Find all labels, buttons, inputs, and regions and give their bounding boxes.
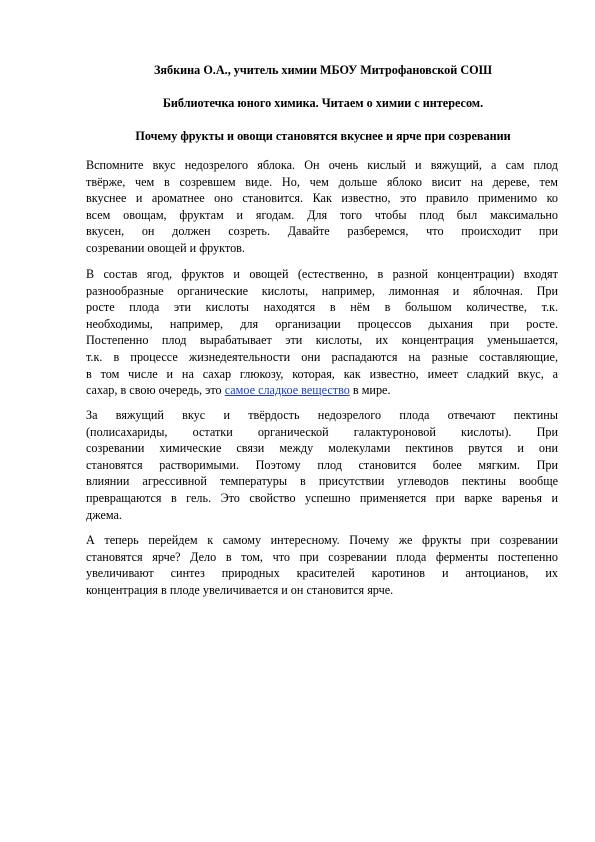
- article-title: Почему фрукты и овощи становятся вкуснее и ярче при созревании: [135, 129, 511, 143]
- text-line: Вспомните вкус недозрелого яблока. Он очень кислый и вяжущий, а сам плод: [86, 158, 558, 172]
- text-line: За вяжущий вкус и твёрдость недозрелого плода отвечают пектины: [86, 408, 558, 422]
- text-line: влиянии агрессивной температуры в присутствии углеводов пектины вообще: [86, 474, 558, 489]
- series-title: Библиотечка юного химика. Читаем о химии с интересом.: [162, 96, 484, 110]
- paragraph-2: [86, 266, 558, 399]
- text-line: созревании химические связи между молекулами пектинов рвутся и они: [86, 441, 558, 456]
- text-line: становятся ярче? Дело в том, что при созревании плода ферменты постепенно: [86, 549, 558, 564]
- text-line: превращаются в гель. Это свойство успешно применяется при варке варенья и: [86, 490, 558, 505]
- text-line: А теперь перейдем к самому интересному. Почему же фрукты при созревании: [86, 533, 558, 547]
- text-line: вкусен, он должен созреть. Давайте разберемся, что происходит при: [86, 224, 558, 239]
- text-line: в том числе и на сахар глюкозу, которая, как известно, имеет сладкий вкус, а: [86, 366, 558, 381]
- text-line: вкуснее и ароматнее оно становится. Как известно, это правило применимо ко: [86, 191, 558, 206]
- text-line: джема.: [86, 507, 122, 522]
- text-line: (полисахариды, остатки органической галактуроновой кислоты). При: [86, 424, 558, 439]
- text-line: становятся растворимыми. Поэтому плод становится более мягким. При: [86, 457, 558, 472]
- paragraph-1: [86, 157, 558, 257]
- text-line: т.к. в процессе жизнедеятельности они распадаются на разные составляющие,: [86, 349, 558, 364]
- text-line: всем овощам, фруктам и ягодам. Для того чтобы плод был максимально: [86, 207, 558, 222]
- text-line: разнообразные органические кислоты, например, лимонная и яблочная. При: [86, 283, 558, 298]
- text-fragment: в мире.: [349, 383, 391, 398]
- sweetest-substance-link[interactable]: самое сладкое вещество: [224, 383, 350, 398]
- text-line: [86, 382, 558, 399]
- text-fragment: сахар, в свою очередь, это: [86, 383, 225, 398]
- text-line: увеличивают синтез природных красителей каротинов и антоцианов, их: [86, 566, 558, 581]
- author-line: Зябкина О.А., учитель химии МБОУ Митрофановской СОШ: [154, 63, 492, 77]
- text-line: созревании овощей и фруктов.: [86, 240, 245, 255]
- paragraph-3: [86, 407, 558, 523]
- text-line: концентрация в плоде увеличивается и он становится ярче.: [86, 582, 394, 597]
- text-line: В состав ягод, фруктов и овощей (естественно, в разной концентрации) входят: [86, 267, 558, 281]
- text-line: Постепенно плод вырабатывает эти кислоты, их концентрация уменьшается,: [86, 333, 558, 348]
- text-line: росте плода эти кислоты находятся в нём в большом количестве, т.к.: [86, 300, 558, 315]
- paragraph-4: [86, 532, 558, 598]
- text-line: необходимы, например, для организации процессов дыхания при росте.: [86, 316, 558, 331]
- text-line: твёрже, чем в созревшем виде. Но, чем дольше яблоко висит на дереве, тем: [86, 174, 558, 189]
